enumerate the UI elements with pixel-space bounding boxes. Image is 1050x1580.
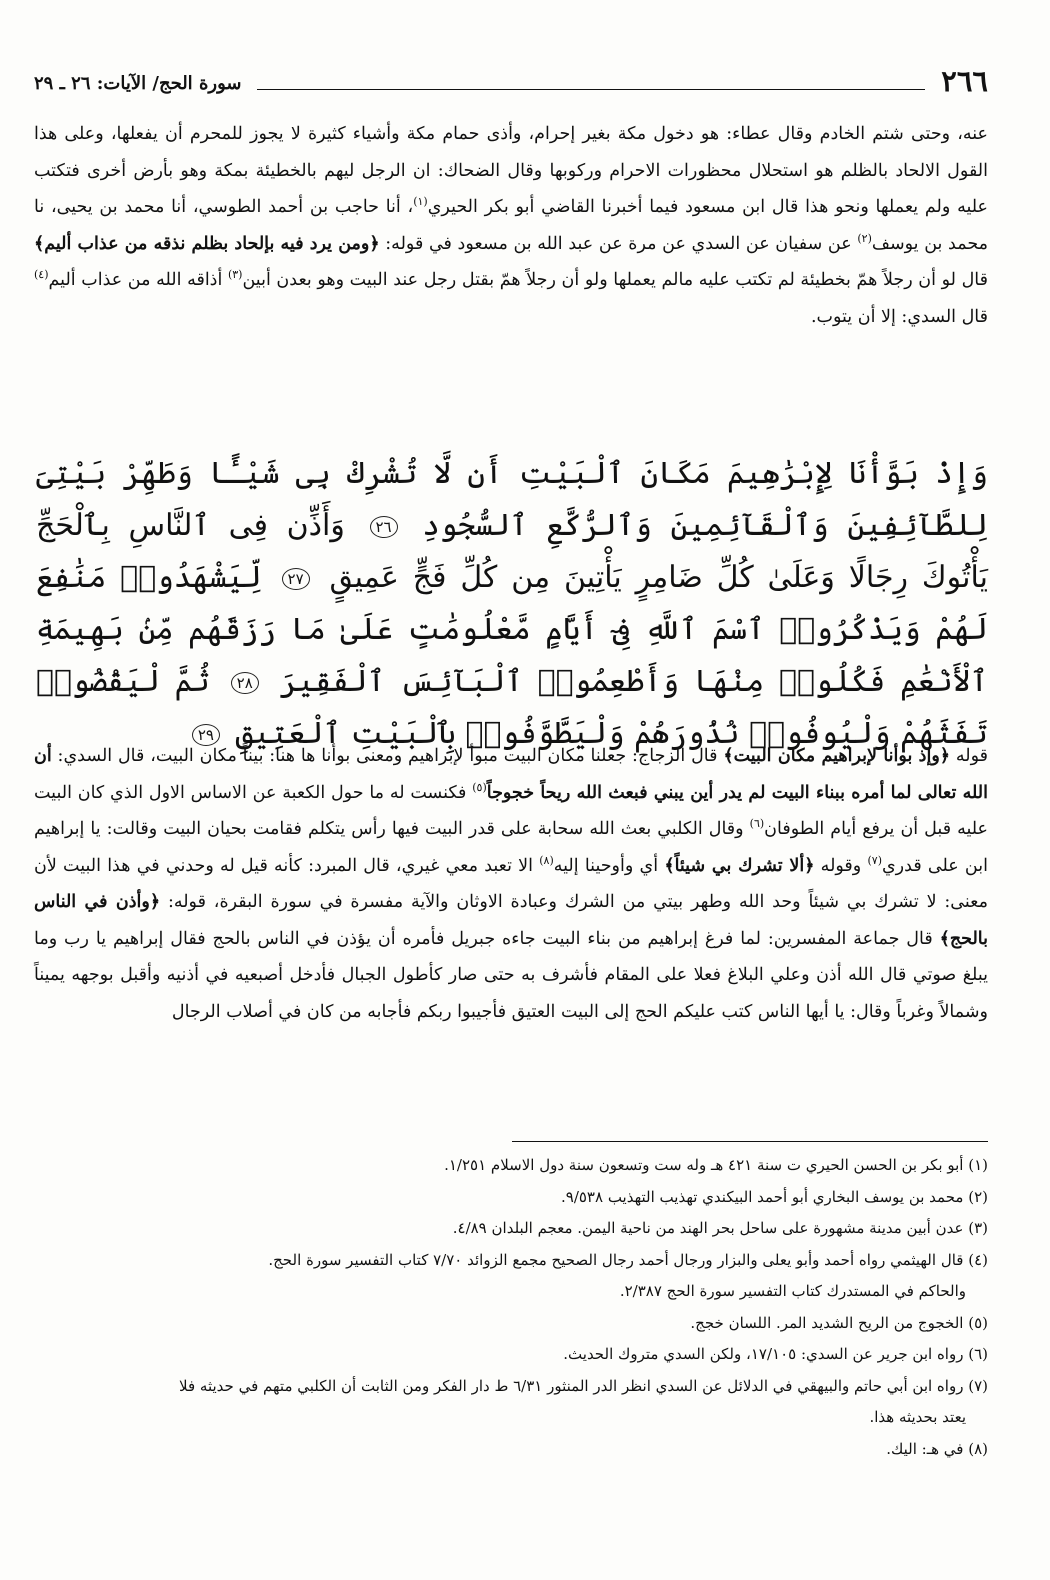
text-run: فكنست له ما حول الكعبة عن الاساس الاول الذي كان البيت عليه قبل أن يرفع أيام الطوفان xyxy=(34,782,988,839)
ayah-29: ثُمَّ لْيَقْضُوا۟ تَفَثَهُمْ وَلْيُوفُوا۟ نُذُورَهُمْ وَلْيَطَّوَّفُوا۟ بِٱلْبَيْتِ ٱلْعَتِيقِ xyxy=(36,664,988,751)
footnote-ref-5[interactable]: (٥) xyxy=(472,780,487,794)
quran-verses-block xyxy=(36,448,988,760)
text-run: قال لو أن رجلاً همّ بخطيئة لم تكتب عليه مالم يعملها ولو أن رجلاً همّ بقتل رجل عند البيت وهو بعدن أبين xyxy=(242,270,988,290)
footnote-ref-6[interactable]: (٦) xyxy=(749,817,765,831)
text-run: وقوله xyxy=(814,855,868,876)
footnote-2: (٢) محمد بن يوسف البخاري أبو أحمد البيكندي تهذيب التهذيب ٩/٥٣٨. xyxy=(560,1187,988,1206)
quran-quote: ﴿وأذن في الناس بالحج﴾ xyxy=(34,892,988,949)
text-run: الا تعبد معي غيري، قال المبرد: كأنه قيل له وحدني في هذا البيت لأن معنى: لا تشرك بي شيئاً وحد الله وطهر بيتي من الشرك وعبادة الاوثان والآية مفسرة في سورة البقرة، قوله: xyxy=(34,855,988,912)
header-rule xyxy=(257,89,925,90)
footnote-7: (٧) رواه ابن أبي حاتم والبيهقي في الدلائل عن السدي انظر الدر المنثور ٦/٣١ ط دار الفكر ومن الثابت أن الكلبي متهم في حديثه فلا xyxy=(179,1376,988,1395)
narration-quote: أن الله تعالى لما أمره ببناء البيت لم يدر أين يبني فبعث الله ريحاً خجوجاً xyxy=(34,746,988,803)
footnote-ref-1[interactable]: (١) xyxy=(413,195,428,209)
text-run: أي وأوحينا إليه xyxy=(553,855,665,876)
quran-quote: ﴿ومن يرد فيه بإلحاد بظلم نذقه من عذاب أليم﴾ xyxy=(34,233,380,254)
text-run: قال جماعة المفسرين: لما فرغ إبراهيم من بناء البيت جاءه جبريل فأمره أن يؤذن في الناس بالحج فقال إبراهيم يا رب وما يبلغ صوتي قال الله أذن وعلي البلاغ فعلا على المقام فأشرف به حتى صار كأطول الجبال فأدخل أصبعيه في أذنيه وأقبل بوجهه يميناً وشمالاً وغرباً وقال: يا أيها الناس كتب عليكم الحج إلى البيت العتيق فأجيبوا ربكم فأجابه من كان في أصلاب الرجال xyxy=(34,928,988,1022)
footnote-4: (٤) قال الهيثمي رواه أحمد وأبو يعلى والبزار ورجال أحمد رجال الصحيح مجمع الزوائد ٧/٧٠ كتاب التفسير سورة الحج. xyxy=(268,1250,988,1269)
quran-quote: ﴿وإذ بوأنا لإبراهيم مكان البيت﴾ xyxy=(723,746,951,766)
page-number: ٢٦٦ xyxy=(941,64,988,98)
ayah-number-27: ٢٧ xyxy=(282,568,310,590)
text-run: وقال الكلبي بعث الله سحابة على قدر البيت فيها رأس يتكلم فقامت بحيان البيت وقالت: يا إبراهيم ابن على قدري xyxy=(34,819,988,876)
ayah-27: وَأَذِّن فِى ٱلنَّاسِ بِٱلْحَجِّ يَأْتُوكَ رِجَالًا وَعَلَىٰ كُلِّ ضَامِرٍ يَأْتِينَ مِن كُلِّ فَجٍّ عَمِيقٍ xyxy=(36,508,988,595)
commentary-paragraph-1 xyxy=(34,116,988,335)
ayah-26: وَإِذْ بَوَّأْنَا لِإِبْرَٰهِيمَ مَكَانَ ٱلْبَيْتِ أَن لَّا تُشْرِكْ بِى شَيْـًٔا وَطَهِّرْ بَيْتِىَ لِلطَّآئِفِينَ وَٱلْقَآئِمِينَ وَٱلرُّكَّعِ ٱلسُّجُودِ xyxy=(36,456,988,543)
footnote-6: (٦) رواه ابن جرير عن السدي: ١٧/١٠٥، ولكن السدي متروك الحديث. xyxy=(563,1345,988,1363)
quran-quote: ﴿ألا تشرك بي شيئاً﴾ xyxy=(664,855,815,876)
page-header xyxy=(34,56,988,96)
footnote-3: (٣) عدن أبين مدينة مشهورة على ساحل بحر الهند من ناحية اليمن. معجم البلدان ٤/٨٩. xyxy=(452,1219,988,1237)
text-run: عن سفيان عن السدي عن مرة عن عبد الله بن مسعود في قوله: xyxy=(379,233,858,254)
ayah-28: لِّيَشْهَدُوا۟ مَنَٰفِعَ لَهُمْ وَيَذْكُرُوا۟ ٱسْمَ ٱللَّهِ فِىٓ أَيَّامٍ مَّعْلُومَٰتٍ عَلَىٰ مَا رَزَقَهُم مِّنۢ بَهِيمَةِ ٱلْأَنْعَٰمِ فَكُلُوا۟ مِنْهَا وَأَطْعِمُوا۟ ٱلْبَآئِسَ ٱلْفَقِيرَ xyxy=(36,560,988,699)
footnote-4-continued: والحاكم في المستدرك كتاب التفسير سورة الحج ٢/٣٨٧. xyxy=(619,1282,966,1300)
footnote-7-continued: يعتد بحديثه هذا. xyxy=(869,1408,966,1426)
footnotes xyxy=(34,1150,988,1465)
text-run: ، أنا حاجب بن أحمد الطوسي، أنا محمد بن يحيى، نا محمد بن يوسف xyxy=(34,197,989,254)
ayah-number-28: ٢٨ xyxy=(231,672,259,694)
text-run: قال الزجاج: جعلنا مكان البيت مبوأ لإبراهيم ومعنى بوأنا ها هنا: بيناً مكان البيت، قال السدي: xyxy=(51,746,724,766)
ayah-number-29: ٢٩ xyxy=(192,724,220,746)
footnote-1: (١) أبو بكر بن الحسن الحيري ت سنة ٤٢١ هـ وله ست وتسعون سنة دول الاسلام ١/٢٥١. xyxy=(444,1156,988,1174)
ayah-number-26: ٢٦ xyxy=(370,516,398,538)
footnote-8: (٨) في هـ: اليك. xyxy=(886,1439,988,1458)
text-run: عنه، وحتى شتم الخادم وقال عطاء: هو دخول مكة بغير إحرام، وأذى حمام مكة وأشياء كثيرة لا يجوز للمحرم أن يفعلها، وعلى هذا القول الالحاد بالظلم هو استحلال محظورات الاحرام وركوبها وقال الضحاك: ان الرجل ليهم بالخطيئة بمكة وهو بأرض أخرى فتكتب عليه ولم يعملها ونحو هذا قال ابن مسعود فيما أخبرنا القاضي أبو بكر الحيري xyxy=(34,124,988,217)
footnote-ref-4[interactable]: (٤) xyxy=(34,268,49,282)
footnote-ref-3[interactable]: (٣) xyxy=(227,268,243,282)
footnote-5: (٥) الخجوج من الريح الشديد المر. اللسان خجج. xyxy=(690,1313,988,1332)
footnote-ref-2[interactable]: (٢) xyxy=(857,231,872,245)
text-run: قوله xyxy=(950,746,988,766)
text-run: قال السدي: إلا أن يتوب. xyxy=(810,306,988,327)
running-title: سورة الحج/ الآيات: ٢٦ ـ ٢٩ xyxy=(34,73,242,94)
text-run: أذاقه الله من عذاب أليم xyxy=(48,270,228,290)
footnote-ref-8[interactable]: (٨) xyxy=(539,853,554,867)
footnote-ref-7[interactable]: (٧) xyxy=(867,853,882,867)
commentary-paragraph-2 xyxy=(34,738,988,1030)
footnote-divider xyxy=(512,1141,988,1142)
